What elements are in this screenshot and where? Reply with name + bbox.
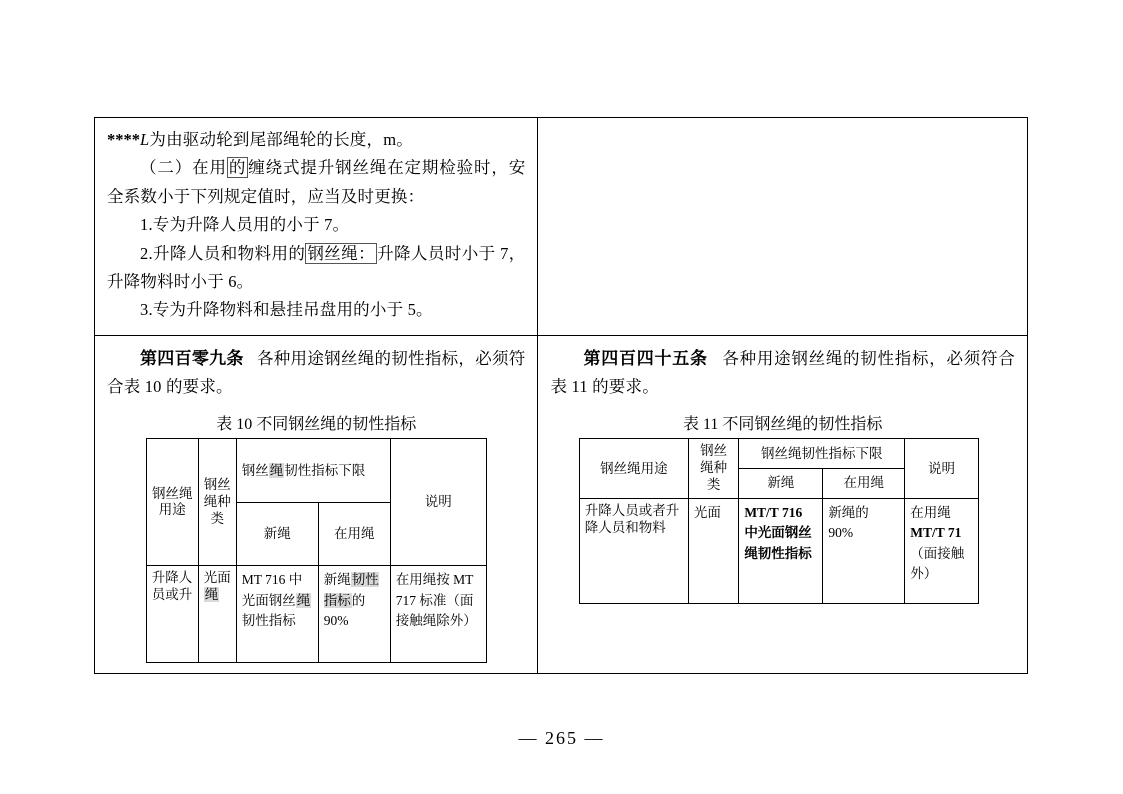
right-article-cell xyxy=(538,335,1028,674)
highlighted-term-steelrope: 钢丝绳： xyxy=(307,243,376,263)
footnote-italic-symbol: L xyxy=(140,130,150,149)
left-article-text: 各种用途钢丝绳的韧性指标，必须符合表 10 的要求。 xyxy=(107,348,526,396)
cell-remark xyxy=(905,499,979,604)
list-item-2-part-a: 2.升降人员和物料用的 xyxy=(140,243,306,263)
left-table-caption: 表 10 不同钢丝绳的韧性指标 xyxy=(216,416,417,434)
cell-remark-part-c: （面接触 xyxy=(910,545,965,561)
header-rope-type: 钢丝绳种类 xyxy=(688,439,738,499)
cell-in-use-part-b: 韧性指标 xyxy=(323,572,379,608)
header-in-use-rope: 在用绳 xyxy=(318,502,390,566)
cell-in-use-part-a: 新绳的 xyxy=(828,505,869,520)
left-article-block xyxy=(95,336,537,674)
cell-rope-type-part-a: 光面 xyxy=(203,570,231,586)
right-article-paragraph xyxy=(550,344,1015,402)
cell-in-use-part-c: 的 90% xyxy=(323,592,366,628)
cell-in-use-rope xyxy=(318,566,390,663)
cell-new-rope xyxy=(739,499,823,604)
header-toughness-group: 钢丝绳韧性指标下限 xyxy=(739,439,905,469)
header-toughness-group xyxy=(236,439,390,503)
header-usage: 钢丝绳用途 xyxy=(579,439,688,499)
table-row xyxy=(95,335,1028,674)
highlighted-char-de: 的 xyxy=(228,158,247,178)
left-article-paragraph xyxy=(107,344,525,402)
cell-remark: 在用绳按 MT 717 标准（面接触绳除外） xyxy=(390,566,486,663)
cell-new-rope-part-b: 绳 xyxy=(296,592,311,608)
left-top-text-block xyxy=(95,118,537,335)
cell-in-use-part-b: 90% xyxy=(828,525,854,541)
cell-rope-type: 光面 xyxy=(688,499,738,604)
cell-new-rope-desc: 中光面钢丝绳韧性指标 xyxy=(744,525,812,561)
paragraph-two xyxy=(107,154,525,211)
header-remark: 说明 xyxy=(390,439,486,566)
list-item-2-part-b: 升降人员时小于 7，升降物料时小于 6。 xyxy=(107,243,526,291)
header-rope-type: 钢丝绳种类 xyxy=(198,439,236,566)
paragraph-two-part-a: （二）在用 xyxy=(140,158,227,178)
cell-remark-part-b: MT/T 71 xyxy=(910,525,962,541)
cell-rope-type xyxy=(198,566,236,663)
right-article-block xyxy=(538,336,1027,614)
cell-usage: 升降人员或升 xyxy=(146,566,198,663)
footnote-paragraph xyxy=(107,126,525,154)
header-new-rope: 新绳 xyxy=(236,502,318,566)
cell-usage: 升降人员或者升降人员和物料 xyxy=(579,499,688,604)
right-table-caption: 表 11 不同钢丝绳的韧性指标 xyxy=(683,416,883,434)
cell-remark-part-d: 外） xyxy=(910,565,938,581)
cell-rope-type-part-b: 绳 xyxy=(204,587,219,603)
footnote-marker: **** xyxy=(107,130,140,149)
paragraph-two-part-b: 缠绕式提升钢丝绳在定期检验时，安全系数小于下列规定值时，应当及时更换： xyxy=(107,158,526,206)
table-row xyxy=(95,118,1028,336)
table-header-row xyxy=(146,439,486,503)
right-article-title: 第四百四十五条 xyxy=(583,348,708,368)
right-article-text: 各种用途钢丝绳的韧性指标，必须符合表 11 的要求。 xyxy=(550,348,1015,396)
header-remark: 说明 xyxy=(905,439,979,499)
table-header-row xyxy=(579,439,978,469)
left-article-title: 第四百零九条 xyxy=(140,348,244,368)
page-number: — 265 — xyxy=(518,728,605,748)
header-new-rope: 新绳 xyxy=(739,469,823,499)
list-item-3: 3.专为升降物料和悬挂吊盘用的小于 5。 xyxy=(140,300,433,320)
table-row xyxy=(579,499,978,604)
list-item-1: 1.专为升降人员用的小于 7。 xyxy=(140,215,350,235)
cell-new-rope xyxy=(236,566,318,663)
cell-remark-part-a: 在用绳 xyxy=(910,505,951,520)
list-item-2 xyxy=(107,240,525,297)
header-usage: 钢丝绳用途 xyxy=(146,439,198,566)
cell-new-rope-part-a: MT 716 中光面钢丝 xyxy=(241,572,303,608)
right-data-table xyxy=(579,438,979,604)
header-group-part-b: 绳 xyxy=(269,462,284,478)
table-row xyxy=(146,566,486,663)
left-article-cell xyxy=(95,335,538,674)
cell-in-use-rope xyxy=(823,499,905,604)
comparison-table xyxy=(94,117,1028,674)
cell-new-rope-standard: MT/T 716 xyxy=(744,505,803,520)
right-top-cell-empty xyxy=(538,118,1028,336)
header-group-part-a: 钢丝 xyxy=(241,462,269,478)
left-data-table xyxy=(146,438,487,663)
left-top-cell xyxy=(95,118,538,336)
cell-in-use-part-a: 新绳 xyxy=(323,572,351,588)
header-group-part-c: 韧性指标下限 xyxy=(284,462,366,478)
header-in-use-rope: 在用绳 xyxy=(823,469,905,499)
footnote-text: 为由驱动轮到尾部绳轮的长度，m。 xyxy=(149,130,413,149)
cell-new-rope-part-c: 韧性指标 xyxy=(241,612,296,628)
